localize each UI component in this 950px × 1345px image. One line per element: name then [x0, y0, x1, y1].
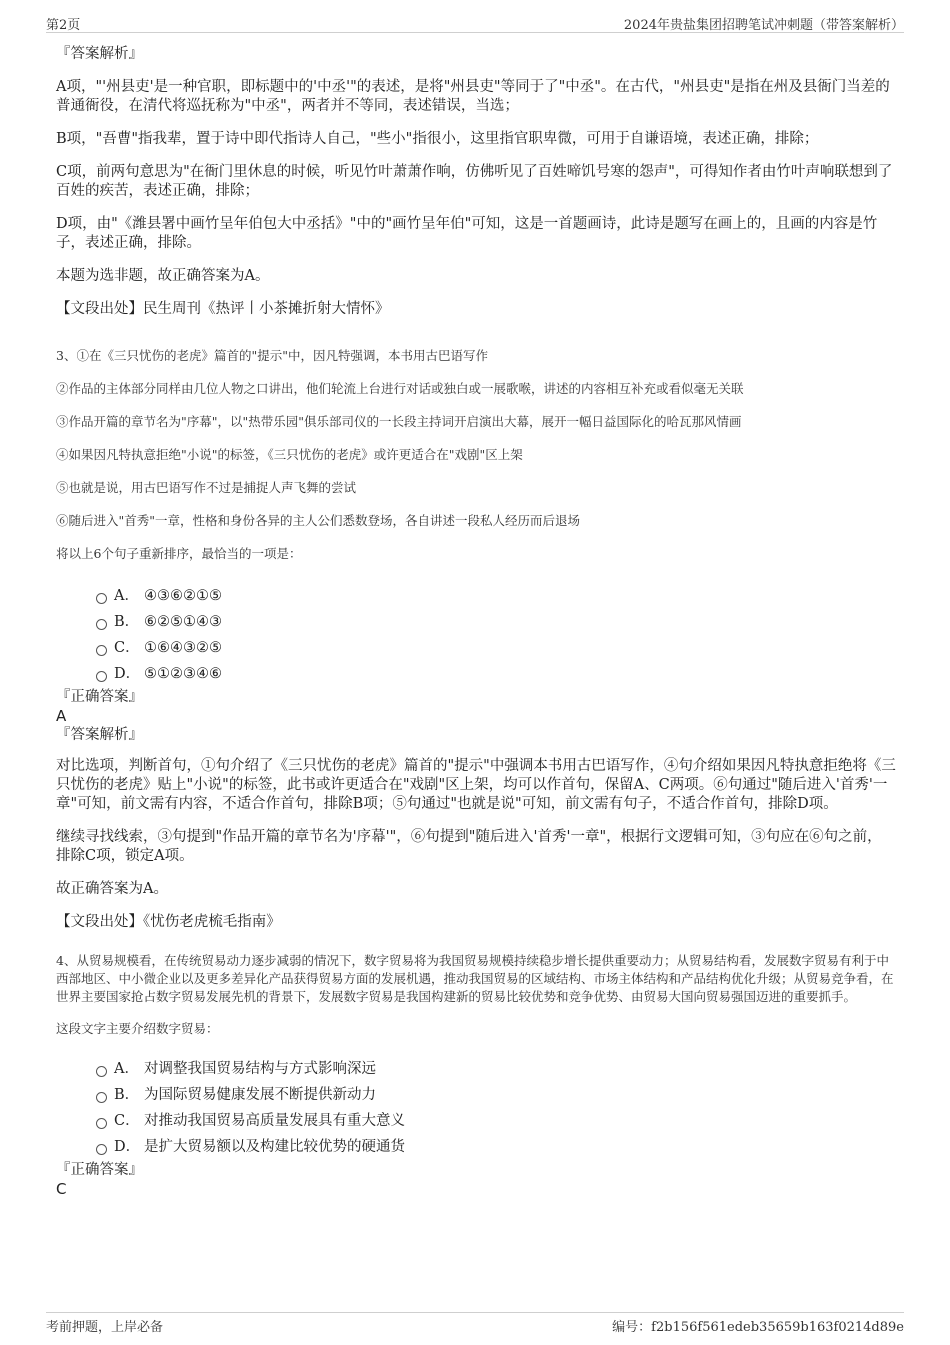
correct-answer: A — [56, 707, 67, 725]
q3-analysis-paragraph-2: 继续寻找线索，③句提到"作品开篇的章节名为'序幕'"，⑥句提到"随后进入'首秀'一章"，根据行文逻辑可知，③句应在⑥句之前，排除C项，锁定A项。 — [56, 829, 882, 864]
q3-analysis-paragraph-1: 对比选项，判断首句，①句介绍了《三只忧伤的老虎》篇首的"提示"中强调本书用古巴语写作，④句介绍如果因凡特执意拒绝将《三只忧伤的老虎》贴上"小说"的标签，此书或许更适合在"戏剧"区上架，均可以作首句，保留A、C两项。⑥句通过"随后进入'首秀'一章"可知，前文需有内容，不适合作首句，排除B项；⑤句通过"也就是说"可知，前文需有句子，不适合作首句，排除D项。 — [56, 758, 896, 812]
correct-answer-label: 『正确答案』 — [56, 1162, 143, 1178]
q4-prompt: 这段文字主要介绍数字贸易： — [56, 1021, 219, 1036]
q3-sentence-4: ④如果因凡特执意拒绝"小说"的标签，《三只忧伤的老虎》或许更适合在"戏剧"区上架 — [56, 447, 523, 462]
q3-sentence-3: ③作品开篇的章节名为"序幕"，以"热带乐园"俱乐部司仪的一长段主持词开启演出大幕，展开一幅日益国际化的哈瓦那风情画 — [56, 414, 742, 429]
document-title: 2024年贵盐集团招聘笔试冲刺题（带答案解析） — [623, 18, 904, 33]
q3-sentence-1: 3、①在《三只忧伤的老虎》篇首的"提示"中，因凡特强调，本书用古巴语写作 — [56, 348, 488, 363]
q3-option-d[interactable]: D． ⑤①②③④⑥ — [96, 661, 896, 687]
q3-option-b[interactable]: B． ⑥②⑤①④③ — [96, 609, 896, 635]
q3-sentence-6: ⑥随后进入"首秀"一章，性格和身份各异的主人公们悉数登场，各自讲述一段私人经历而后退场 — [56, 513, 581, 528]
q4-option-a[interactable]: A． 对调整我国贸易结构与方式影响深远 — [96, 1056, 896, 1082]
q4-option-c[interactable]: C． 对推动我国贸易高质量发展具有重大意义 — [96, 1108, 896, 1134]
page-footer — [46, 1312, 904, 1333]
q3-sentence-2: ②作品的主体部分同样由几位人物之口讲出，他们轮流上台进行对话或独白或一展歌喉，讲述的内容相互补充或看似毫无关联 — [56, 381, 744, 396]
analysis-option-d: D项，由"《潍县署中画竹呈年伯包大中丞括》"中的"画竹呈年伯"可知，这是一首题画诗，此诗是题写在画上的，且画的内容是竹子，表述正确，排除。 — [56, 216, 878, 251]
q4-stem: 4、从贸易规模看，在传统贸易动力逐步减弱的情况下，数字贸易将为我国贸易规模持续稳步增长提供重要动力；从贸易结构看，发展数字贸易有利于中西部地区、中小微企业以及更多差异化产品获得贸易方面的发展机遇，推动我国贸易的区域结构、市场主体结构和产品结构优化升级；从贸易竞争看，在世界主要国家抢占数字贸易发展先机的背景下，发展数字贸易是我国构建新的贸易比较优势和竞争优势、由贸易大国向贸易强国迈进的重要抓手。 — [56, 953, 894, 1004]
analysis-option-b: B项，"吾曹"指我辈，置于诗中即代指诗人自己，"些小"指很小，这里指官职卑微，可用于自谦语境，表述正确，排除； — [56, 131, 819, 147]
q4-option-d[interactable]: D． 是扩大贸易额以及构建比较优势的硬通货 — [96, 1134, 896, 1160]
q3-sentence-5: ⑤也就是说，用古巴语写作不过是捕捉人声飞舞的尝试 — [56, 480, 357, 495]
radio-button[interactable] — [96, 1066, 107, 1077]
radio-button[interactable] — [96, 619, 107, 630]
analysis-option-a: A项，"'州县吏'是一种官职，即标题中的'中丞'"的表述，是将"州县吏"等同于了"中丞"。在古代，"州县吏"是指在州及县衙门当差的普通衙役，在清代将巡抚称为"中丞"，两者并不等同，表述错误，当选； — [56, 79, 890, 114]
radio-button[interactable] — [96, 645, 107, 656]
footer-slogan: 考前押题，上岸必备 — [46, 1320, 164, 1335]
q4-option-b[interactable]: B． 为国际贸易健康发展不断提供新动力 — [96, 1082, 896, 1108]
radio-button[interactable] — [96, 593, 107, 604]
analysis-conclusion: 故正确答案为A。 — [56, 881, 168, 897]
correct-answer: C — [56, 1180, 67, 1198]
radio-button[interactable] — [96, 1118, 107, 1129]
radio-button[interactable] — [96, 1092, 107, 1103]
q3-prompt: 将以上6个句子重新排序，最恰当的一项是： — [56, 546, 302, 561]
page-header — [46, 12, 904, 33]
q3-option-c[interactable]: C． ①⑥④③②⑤ — [96, 635, 896, 661]
page-number: 第2页 — [46, 18, 81, 33]
analysis-option-c: C项，前两句意思为"在衙门里休息的时候，听见竹叶萧萧作响，仿佛听见了百姓啼饥号寒的怨声"，可得知作者由竹叶声响联想到了百姓的疾苦，表述正确，排除； — [56, 164, 893, 199]
analysis-label: 『答案解析』 — [56, 46, 143, 62]
source-note: 【文段出处】《忧伤老虎梳毛指南》 — [56, 914, 281, 930]
q3-option-a[interactable]: A． ④③⑥②①⑤ — [96, 583, 896, 609]
analysis-label: 『答案解析』 — [56, 727, 143, 743]
document-body — [56, 44, 896, 1198]
source-note: 【文段出处】民生周刊《热评丨小茶摊折射大情怀》 — [56, 301, 390, 317]
correct-answer-label: 『正确答案』 — [56, 689, 143, 705]
radio-button[interactable] — [96, 1144, 107, 1155]
radio-button[interactable] — [96, 671, 107, 682]
analysis-conclusion: 本题为选非题，故正确答案为A。 — [56, 268, 270, 284]
document-id: 编号：f2b156f561edeb35659b163f0214d89e — [612, 1320, 904, 1335]
